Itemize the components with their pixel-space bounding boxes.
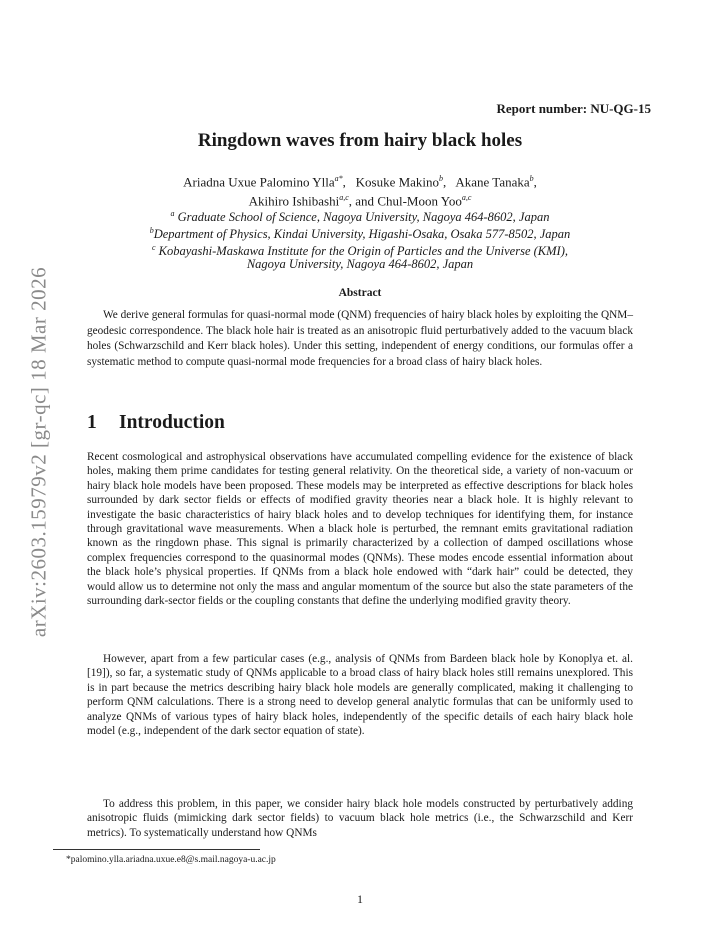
affiliation-text: Graduate School of Science, Nagoya University, Nagoya 464-8602, Japan — [177, 210, 550, 225]
intro-paragraph-2: However, apart from a few particular cases (e.g., analysis of QNMs from Bardeen black hole by Konoplya et. al. [19]), so far, a systematic study of QNMs applicable to a broad class of hairy black holes still remains unexplored. This is in part because the metrics describing hairy black hole models are generally complicated, making it challenging to perform QNM calculations. There is a strong need to develop general analytic formulas that can be uniformly used to analyze QNMs of various types of hairy black holes, independently of the specific details of each hairy black hole model (e.g., independent of the dark sector equation of state). — [87, 653, 633, 738]
paper-title: Ringdown waves from hairy black holes — [197, 130, 523, 151]
section-heading — [87, 412, 225, 434]
affiliation-mark: c — [151, 243, 156, 252]
author-affiliation-mark: b — [529, 174, 534, 183]
affiliation-mark: b — [149, 226, 154, 235]
author-name: Akihiro Ishibashi — [248, 193, 340, 209]
abstract-body: We derive general formulas for quasi-normal mode (QNM) frequencies of hairy black holes by exploiting the QNM–geodesic correspondence. The black hole hair is treated as an anisotropic fluid perturbatively added to the vacuum black holes (Schwarzschild and Kerr black holes). Under this setting, independent of energy conditions, our formulas offer a systematic method to compute quasi-normal mode frequencies for a broad class of hairy black holes. — [87, 309, 633, 368]
author-name: Akane Tanaka — [455, 174, 530, 190]
author-line-1: Ariadna Uxue Palomino Ylla$^{a*}$, Kosuke Makino$^b$, Akane Tanaka$^b$, — [183, 174, 537, 190]
affiliation-c-continued — [0, 256, 720, 273]
affiliation-mark: a — [170, 209, 175, 218]
author-line-2: Akihiro Ishibashi$^{a,c}$, and Chul-Moon Yoo$^{a,c}$ — [248, 193, 472, 209]
author-affiliation-mark: a,c — [461, 193, 472, 203]
page-number: 1 — [357, 892, 363, 906]
author-name: Ariadna Uxue Palomino Ylla — [183, 174, 335, 190]
author-conjunction: and — [355, 193, 375, 209]
affiliation-text: Department of Physics, Kindai University, Higashi-Osaka, Osaka 577-8502, Japan — [153, 227, 571, 242]
author-affiliation-mark: a — [334, 174, 339, 183]
section-title: Introduction — [119, 412, 225, 433]
section-number: 1 — [87, 412, 97, 433]
author-list — [0, 171, 720, 210]
intro-paragraph-3: To address this problem, in this paper, we consider hairy black hole models constructed by perturbatively adding anisotropic fluids (mimicking dark sector fields) to vacuum black hole metrics (i.e., the Schwarzschild and Kerr metrics). To systematically understand how QNMs — [87, 798, 633, 839]
author-affiliation-mark: a,c — [339, 193, 349, 203]
footnote-email: *palomino.ylla.ariadna.uxue.e8@s.mail.nagoya-u.ac.jp — [66, 855, 276, 865]
author-affiliation-mark: b — [439, 174, 444, 183]
intro-paragraph-1: Recent cosmological and astrophysical observations have accumulated compelling evidence for the existence of black holes, making them prime candidates for testing general relativity. On the theoretical side, a variety of non-vacuum or hairy black hole models have been proposed. These models may be interpreted as effective descriptions for black holes surrounded by dark sector fields or effects of modified gravity theories near a black hole. It is highly relevant to investigate the basic characteristics of hairy black holes and to develop techniques for identifying them, for instance through gravitational wave measurements. When a black hole is perturbed, the remnant emits gravitational radiation known as the ringdown phase. This signal is primarily characterized by a collection of damped oscillations whose complex frequencies correspond to the quasinormal modes (QNMs). These modes encode essential information about the black hole’s physical properties. If QNMs from a black hole endowed with “dark hair” could be detected, they would allow us to determine not only the mass and angular momentum of the source but also the state parameters of the surrounding dark-sector fields or the coupling constants that define the underlying modified gravity theory. — [87, 451, 633, 608]
corresponding-author-mark: * — [338, 174, 343, 183]
report-number: Report number: NU-QG-15 — [496, 101, 651, 116]
affiliation-text: Kobayashi-Maskawa Institute for the Origin of Particles and the Universe (KMI), — [158, 244, 568, 259]
affiliation-text: Nagoya University, Nagoya 464-8602, Japan — [246, 257, 474, 271]
arxiv-identifier-stamp: arXiv:2603.15979v2 [gr-qc] 18 Mar 2026 — [26, 266, 51, 638]
author-name: Chul-Moon Yoo — [377, 193, 462, 209]
abstract-heading: Abstract — [338, 287, 382, 299]
author-name: Kosuke Makino — [355, 174, 440, 190]
footnote-rule — [53, 849, 260, 850]
